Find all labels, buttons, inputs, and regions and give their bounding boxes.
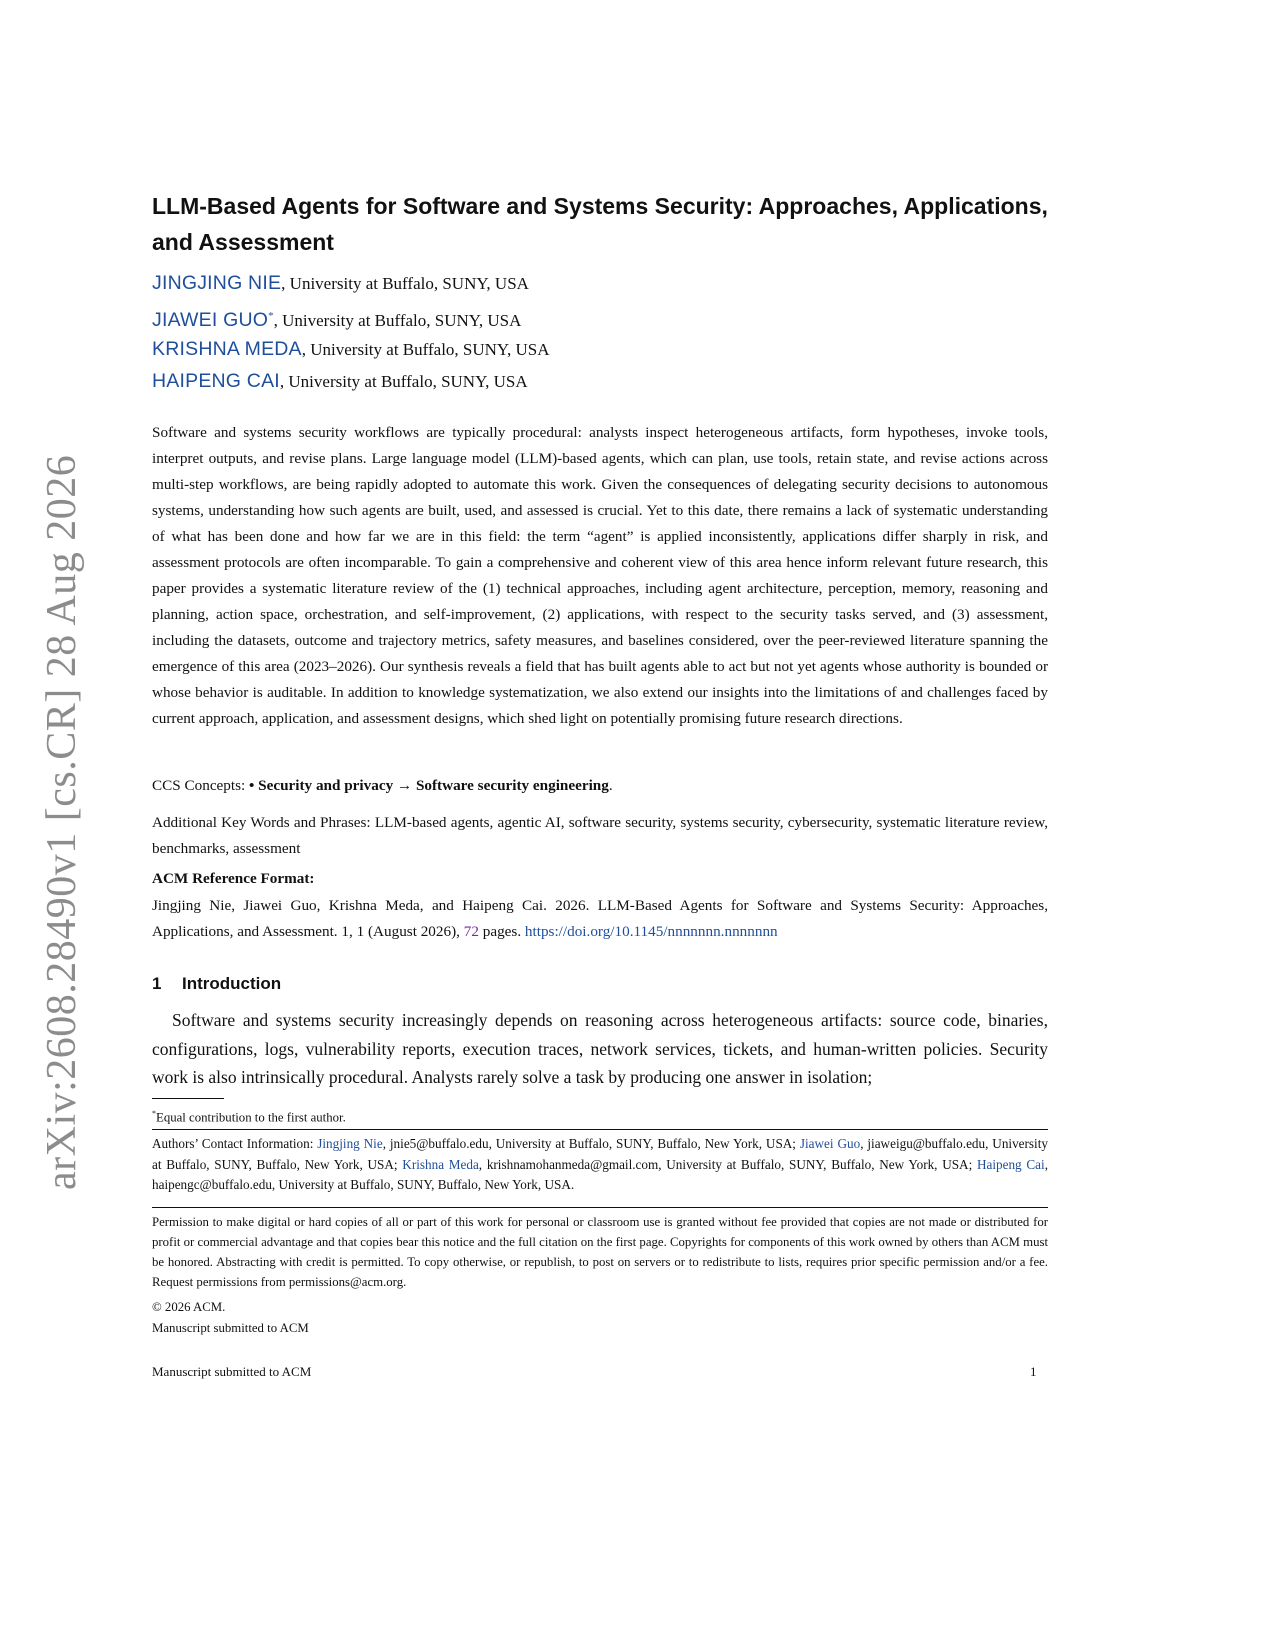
permission-notice: Permission to make digital or hard copies of all or part of this work for personal or classroom use is granted without fee provided that copies are not made or distributed for profit or commercial advantage and that copies bear this notice and the full citation on the first page. Copyrights for components of this work owned by others than ACM must be honored. Abstracting with credit is permitted. To copy otherwise, or republish, to post on servers or to redistribute to lists, requires prior specific permission and/or a fee. Request permissions from permissions@acm.org.: [152, 1215, 1048, 1289]
equal-contribution-mark[interactable]: *: [268, 310, 274, 322]
contact-author-link[interactable]: Haipeng Cai: [976, 1156, 1045, 1172]
contact-details: , jnie5@buffalo.edu, University at Buffalo, SUNY, Buffalo, New York, USA;: [382, 1136, 800, 1151]
doi-link[interactable]: https://doi.org/10.1145/nnnnnnn.nnnnnnn: [524, 923, 778, 940]
page-footer-label: Manuscript submitted to ACM: [152, 1364, 312, 1379]
footnote-mark: *: [152, 1109, 156, 1118]
keywords: [152, 810, 1048, 862]
ccs-concept: Software security engineering: [415, 777, 609, 794]
contact-author-link[interactable]: Jiawei Guo: [799, 1136, 861, 1151]
author-contact-information: [152, 1134, 1048, 1196]
author-affiliation: , University at Buffalo, SUNY, USA: [273, 311, 522, 330]
section-heading: [152, 974, 281, 994]
author-name-link[interactable]: JINGJING NIE: [152, 272, 282, 294]
acm-reference-pages-suffix: pages.: [478, 923, 525, 940]
acm-reference-heading: ACM Reference Format:: [152, 870, 315, 887]
introduction-paragraph: Software and systems security increasingly depends on reasoning across heterogeneous artifacts: source code, binaries, configurations, logs, vulnerability reports, execution traces, network services, tickets, and human-written policies. Security work is also intrinsically procedural. Analysts rarely solve a task by producing one answer in isolation;: [152, 1010, 1048, 1087]
footnote-divider: [152, 1098, 224, 1099]
paper-title: LLM-Based Agents for Software and Systems Security: Approaches, Applications, and Assessment: [152, 193, 1048, 255]
arxiv-identifier-stamp: arXiv:2608.28490v1 [cs.CR] 28 Aug 2026: [39, 454, 85, 1190]
manuscript-note: Manuscript submitted to ACM: [152, 1321, 309, 1335]
footnote-text: Equal contribution to the first author.: [156, 1110, 346, 1125]
author-affiliation: , University at Buffalo, SUNY, USA: [279, 372, 528, 391]
acm-reference-citation: Jingjing Nie, Jiawei Guo, Krishna Meda, and Haipeng Cai. 2026. LLM-Based Agents for Software and Systems Security: Approaches, Applications, and Assessment. 1, 1 (August 2026),: [152, 897, 1048, 940]
ccs-arrow: →: [393, 777, 416, 794]
author-line: [152, 370, 528, 393]
abstract: Software and systems security workflows are typically procedural: analysts inspect heterogeneous artifacts, form hypotheses, invoke tools, interpret outputs, and revise plans. Large language model (LLM)-based agents, which can plan, use tools, retain state, and revise actions across multi-step workflows, are being rapidly adopted to automate this work. Given the consequences of delegating security decisions to autonomous systems, understanding how such agents are built, used, and assessed is crucial. Yet to this date, there remains a lack of systematic understanding of what has been done and how far we are in this field: the term “agent” is applied inconsistently, applications differ sharply in risk, and assessment protocols are often incomparable. To gain a comprehensive and coherent view of this area hence inform relevant future research, this paper provides a systematic literature review of the (1) technical approaches, including agent architecture, perception, memory, reasoning and planning, action space, orchestration, and self-improvement, (2) applications, with respect to the security tasks served, and (3) assessment, including the datasets, outcome and trajectory metrics, safety measures, and baselines considered, over the peer-reviewed literature spanning the emergence of this area (2023–2026). Our synthesis reveals a field that has built agents able to act but not yet agents whose authority is bounded or whose behavior is auditable. In addition to knowledge systematization, we also extend our insights into the limitations of and challenges faced by current approach, application, and assessment designs, which shed light on potentially promising future research directions.: [152, 424, 1048, 727]
author-name-link[interactable]: JIAWEI GUO: [152, 309, 269, 331]
ccs-concepts: [152, 773, 1048, 799]
contact-details: , haipengc@buffalo.edu, University at Buffalo, SUNY, Buffalo, New York, USA.: [152, 1156, 1048, 1192]
section-number: 1: [152, 974, 162, 993]
ccs-end: .: [608, 777, 613, 794]
ccs-label: CCS Concepts:: [152, 777, 250, 794]
section-title: Introduction: [182, 974, 282, 993]
contact-label: Authors’ Contact Information:: [152, 1136, 318, 1151]
acm-reference-text: [152, 893, 1048, 945]
keywords-text: LLM-based agents, agentic AI, software security, systems security, cybersecurity, systematic literature review, benchmarks, assessment: [152, 814, 1048, 857]
author-name-link[interactable]: KRISHNA MEDA: [152, 338, 302, 360]
author-line: [152, 305, 521, 332]
contact-divider: [152, 1129, 1048, 1130]
footnote: [152, 1105, 346, 1126]
page-number: 1: [1030, 1364, 1037, 1379]
contact-author-link[interactable]: Krishna Meda: [402, 1156, 479, 1172]
author-line: [152, 272, 529, 295]
permission-divider: [152, 1207, 1048, 1208]
author-affiliation: , University at Buffalo, SUNY, USA: [281, 274, 529, 293]
copyright-notice: © 2026 ACM.: [152, 1300, 226, 1314]
ccs-bullet-category: • Security and privacy: [249, 777, 394, 794]
author-line: [152, 338, 550, 361]
contact-author-link[interactable]: Jingjing Nie: [317, 1136, 383, 1151]
contact-details: , jiaweigu@buffalo.edu, University at Buffalo, SUNY, Buffalo, New York, USA;: [152, 1136, 1048, 1172]
page-count-link[interactable]: 72: [463, 923, 479, 940]
contact-details: , krishnamohanmeda@gmail.com, University at Buffalo, SUNY, Buffalo, New York, USA;: [478, 1156, 977, 1172]
author-name-link[interactable]: HAIPENG CAI: [152, 370, 280, 392]
author-affiliation: , University at Buffalo, SUNY, USA: [301, 340, 550, 359]
keywords-label: Additional Key Words and Phrases:: [152, 814, 375, 831]
